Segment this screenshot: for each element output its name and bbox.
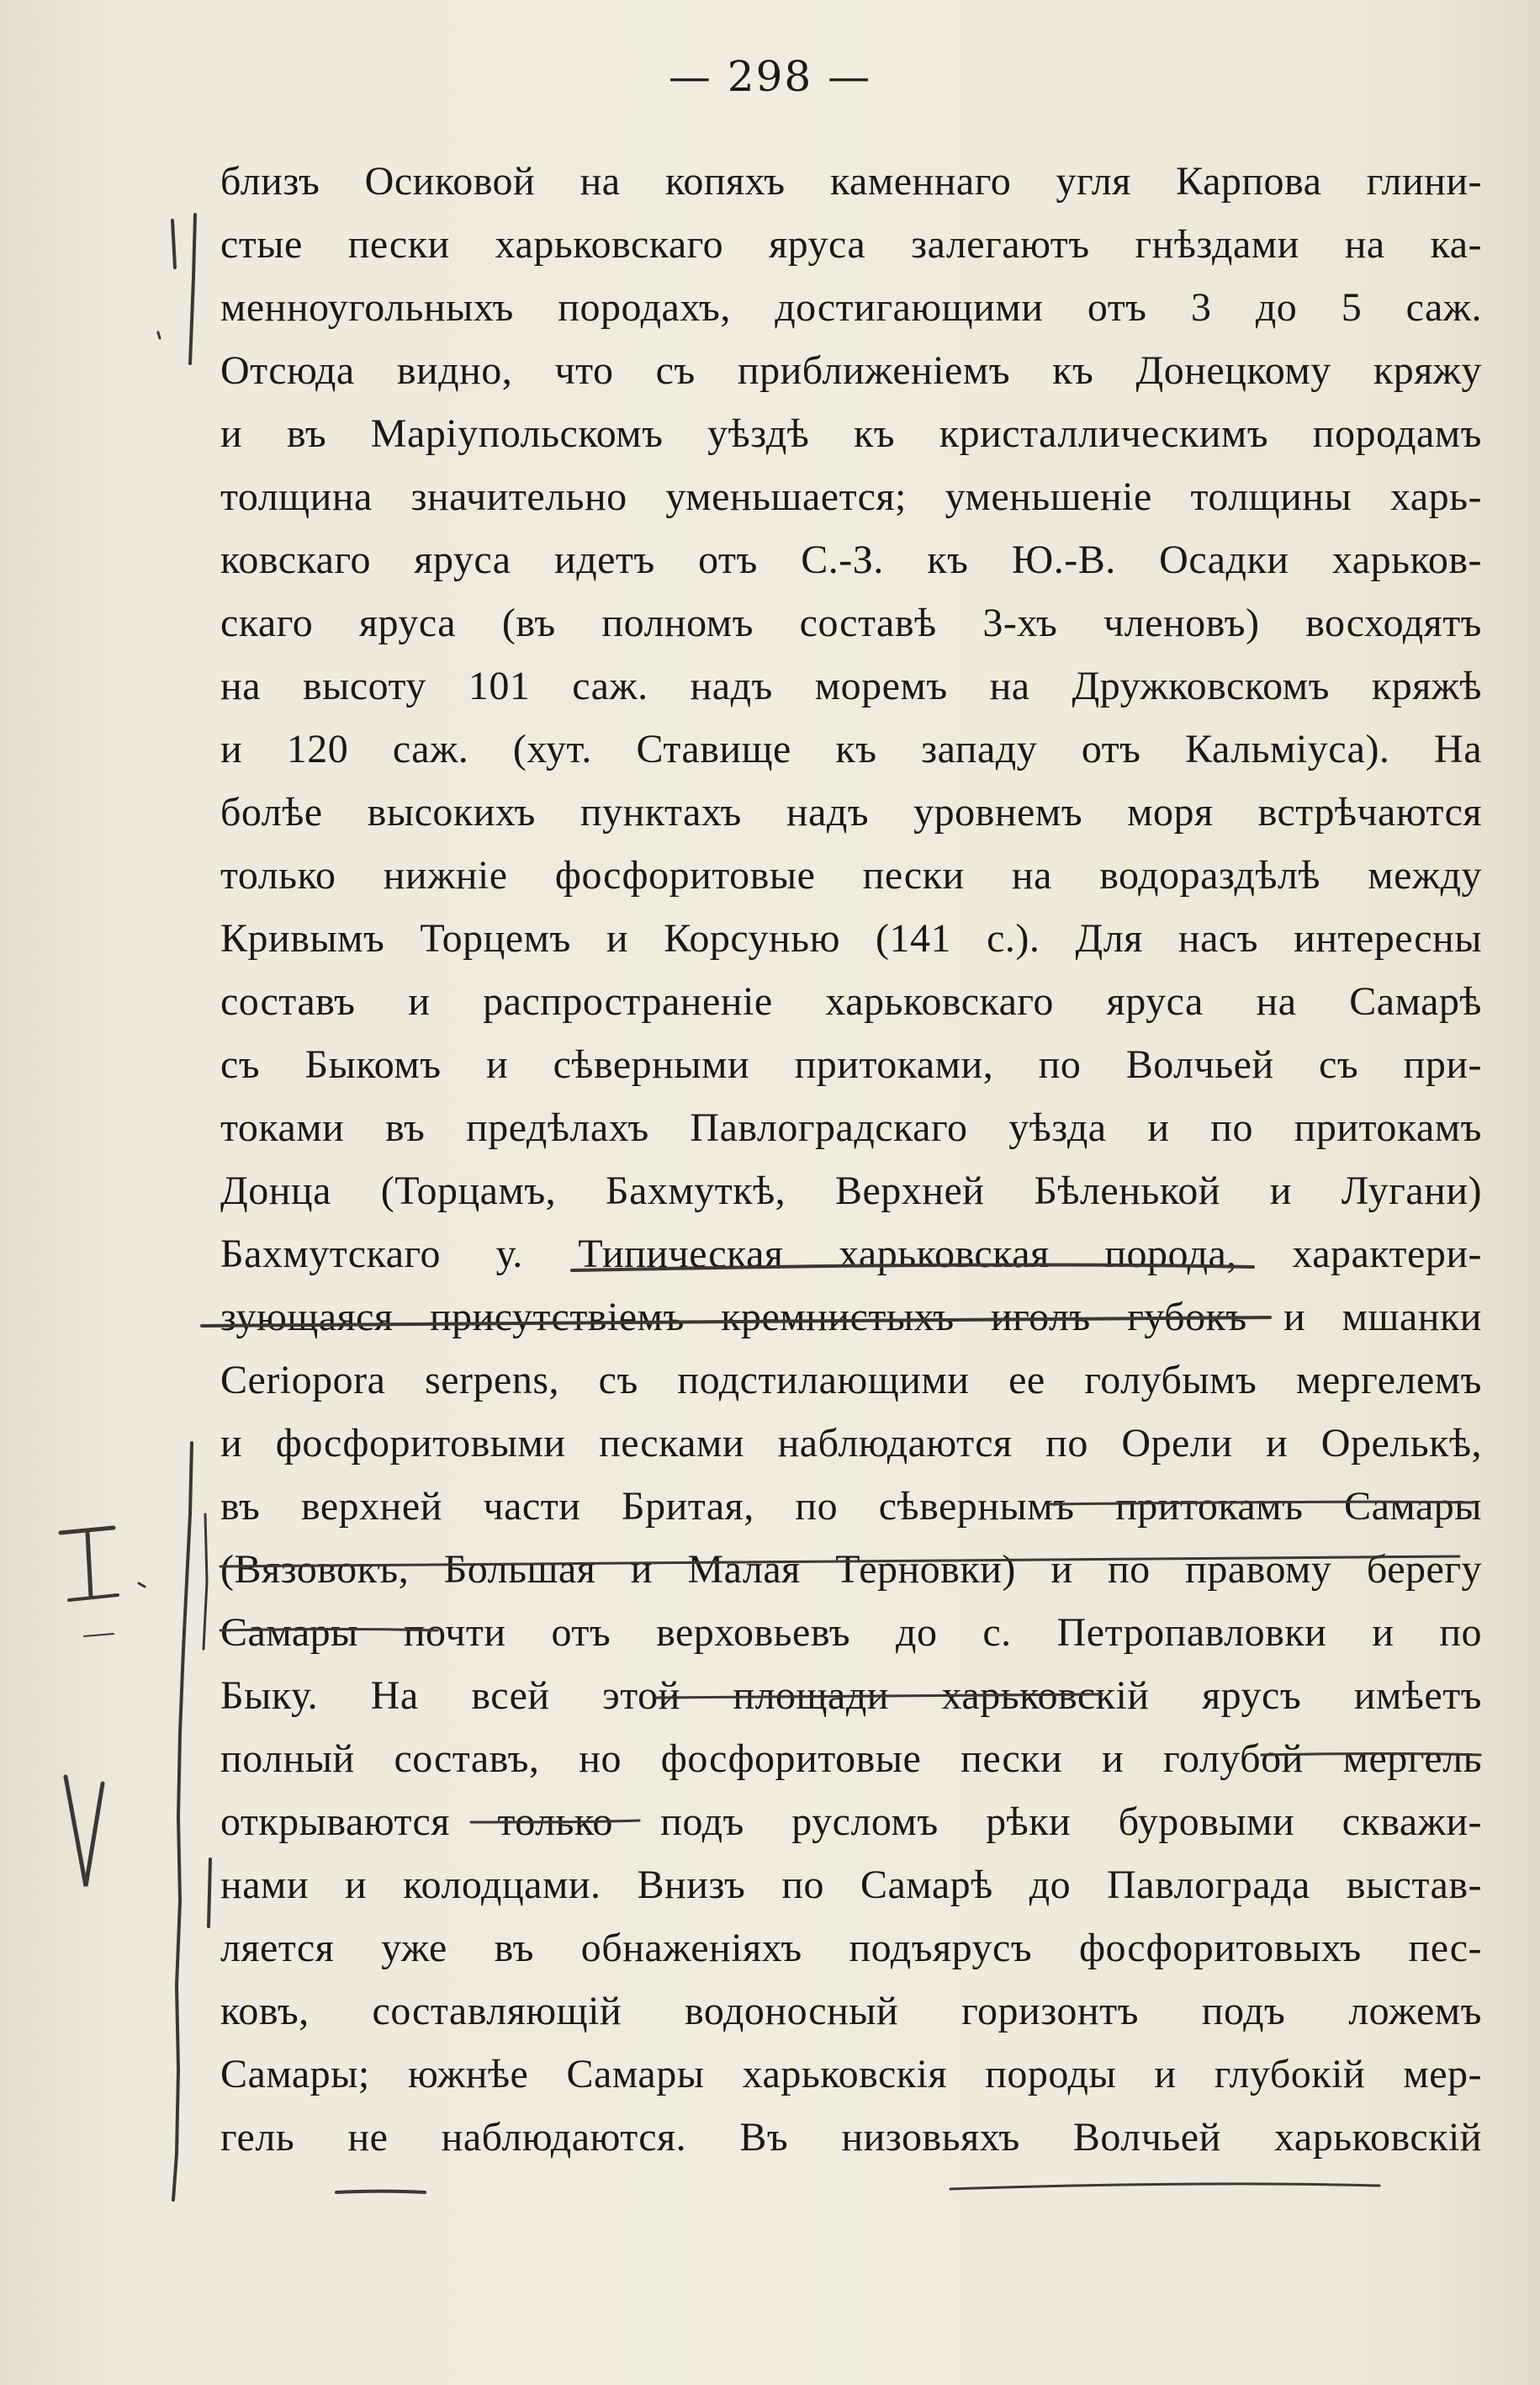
text-line: зующаяся присутствіемъ кремнистыхъ иголъ губокъ и мшанки: [220, 1295, 1482, 1339]
margin-bracket-line: [173, 1443, 192, 2200]
text-line: въ верхней части Бритая, по сѣвернымъ притокамъ Самары: [220, 1484, 1482, 1529]
margin-vertical-mark: [209, 1859, 210, 1927]
text-line: (Вязовокъ, Большая и Малая Терновки) и по правому берегу: [220, 1547, 1482, 1592]
margin-vertical-mark: [190, 215, 195, 363]
margin-letter-t: [69, 1595, 118, 1600]
margin-letter-v: [66, 1777, 103, 1886]
margin-vertical-mark: [172, 220, 175, 268]
text-line: Отсюда видно, что съ приближеніемъ къ Донецкому кряжу: [220, 348, 1482, 393]
text-line: составъ и распространеніе харьковскаго яруса на Самарѣ: [220, 979, 1482, 1024]
text-line: толщина значительно уменьшается; уменьшеніе толщины харь-: [220, 474, 1482, 519]
text-line: полный составъ, но фосфоритовые пески и голубой мергель: [220, 1736, 1482, 1781]
text-line: скаго яруса (въ полномъ составѣ 3-хъ членовъ) восходятъ: [220, 601, 1482, 645]
text-line: и фосфоритовыми песками наблюдаются по Орели и Орелькѣ,: [220, 1421, 1482, 1465]
text-line: нами и колодцами. Внизъ по Самарѣ до Павлограда выстав-: [220, 1863, 1482, 1907]
text-underline: [950, 2184, 1379, 2189]
text-line: ляется уже въ обнаженіяхъ подъярусъ фосфоритовыхъ пес-: [220, 1926, 1482, 1970]
margin-bracket-line: [204, 1514, 207, 1649]
text-line: и 120 саж. (хут. Ставище къ западу отъ Кальміуса). На: [220, 727, 1482, 771]
text-line: ковъ, составляющій водоносный горизонтъ подъ ложемъ: [220, 1989, 1482, 2033]
text-line: Самары; южнѣе Самары харьковскія породы и глубокій мер-: [220, 2052, 1482, 2096]
text-line: ковскаго яруса идетъ отъ С.-З. къ Ю.-В. Осадки харьков-: [220, 538, 1482, 582]
text-line: менноугольныхъ породахъ, достигающими отъ 3 до 5 саж.: [220, 285, 1482, 330]
text-line: Кривымъ Торцемъ и Корсунью (141 с.). Для насъ интересны: [220, 916, 1482, 961]
page-number: — 298 —: [668, 52, 872, 101]
text-line: Донца (Торцамъ, Бахмуткѣ, Верхней Бѣленькой и Лугани): [220, 1169, 1482, 1213]
text-line: только нижніе фосфоритовые пески на водораздѣлѣ между: [220, 853, 1482, 898]
text-line: Ceriopora serpens, съ подстилающими ее голубымъ мергелемъ: [220, 1358, 1482, 1402]
text-line: близъ Осиковой на копяхъ каменнаго угля Карпова глини-: [220, 159, 1482, 204]
text-line: открываются только подъ русломъ рѣки буровыми скважи-: [220, 1799, 1482, 1844]
text-line: гель не наблюдаются. Въ низовьяхъ Волчьей харьковскій: [220, 2115, 1482, 2160]
text-line: на высоту 101 саж. надъ моремъ на Дружковскомъ кряжѣ: [220, 664, 1482, 708]
text-line: стые пески харьковскаго яруса залегаютъ гнѣздами на ка-: [220, 222, 1482, 267]
margin-vertical-mark: [158, 332, 160, 338]
margin-tick: [139, 1583, 145, 1587]
text-line: Самары почти отъ верховьевъ до с. Петропавловки и по: [220, 1610, 1482, 1655]
body-text: [220, 150, 1482, 2169]
text-line: съ Быкомъ и сѣверными притоками, по Волчьей съ при-: [220, 1042, 1482, 1087]
text-line: Бахмутскаго у. Типическая харьковская порода, характери-: [220, 1232, 1482, 1276]
text-line: Быку. На всей этой площади харьковскій ярусъ имѣетъ: [220, 1673, 1482, 1718]
text-line: болѣе высокихъ пунктахъ надъ уровнемъ моря встрѣчаются: [220, 790, 1482, 835]
margin-letter-t: [61, 1528, 114, 1533]
margin-tick: [84, 1634, 114, 1636]
margin-letter-t: [87, 1533, 91, 1597]
text-line: токами въ предѣлахъ Павлоградскаго уѣзда и по притокамъ: [220, 1105, 1482, 1150]
text-line: и въ Маріупольскомъ уѣздѣ къ кристаллическимъ породамъ: [220, 411, 1482, 456]
text-underline: [336, 2192, 425, 2193]
